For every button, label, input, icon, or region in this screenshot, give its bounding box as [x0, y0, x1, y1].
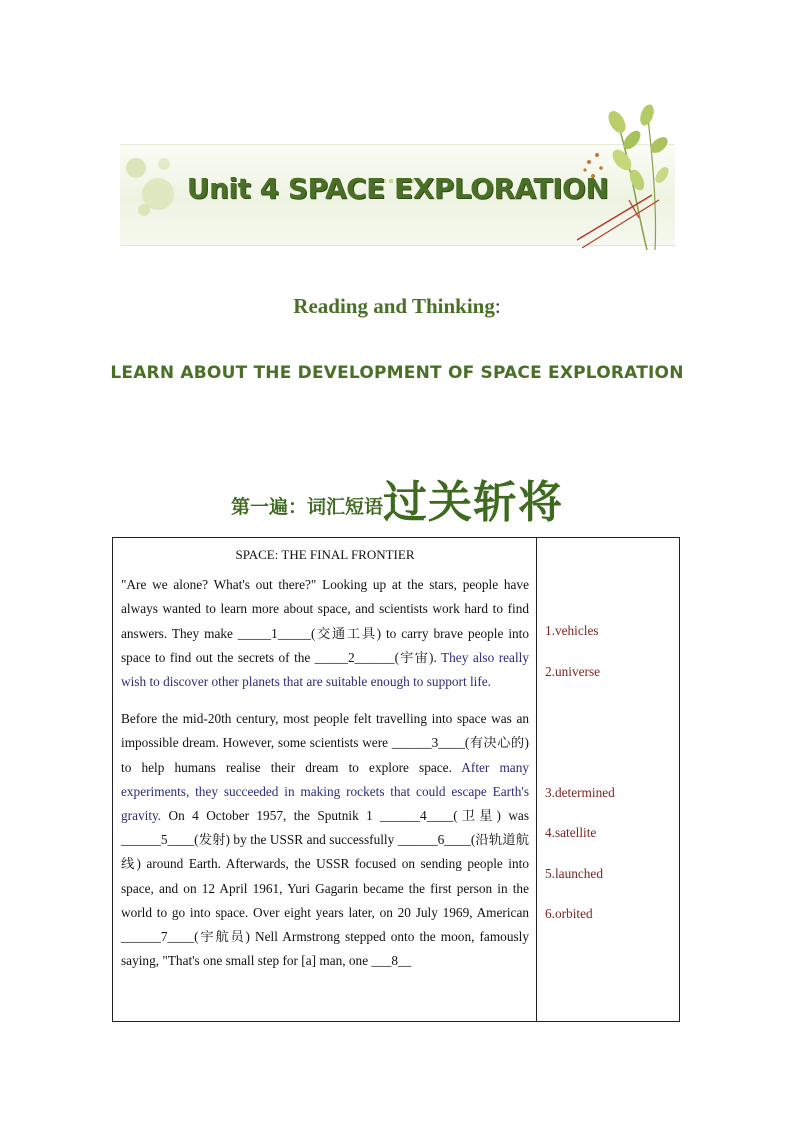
unit-banner	[120, 100, 675, 250]
exercise-table	[112, 537, 680, 1022]
answer-5: 5.launched	[545, 866, 603, 881]
answer-2: 2.universe	[545, 664, 601, 679]
p1-text: "Are we alone? What's out there?" Looking up at the stars, people have always wanted to learn more about space, and scientists work hard to find answers. They make _____1_____(交通工具) to carry brave people into space to find out the secrets of the _____2______(宇宙).	[121, 577, 529, 665]
reading-subtitle	[0, 294, 794, 319]
p1-highlight: They also really wish to discover other planets that are suitable enough to support life.	[121, 649, 529, 690]
decor-bubble	[158, 158, 170, 170]
p2-text: Before the mid-20th century, most people felt travelling into space was an impossible dream. However, some scientists were ______3____(有决心的) to help humans realise their dream to explore space.	[121, 711, 529, 775]
unit-title: Unit 4 SPACE EXPLORATION	[186, 172, 609, 205]
pass-title-small: 第一遍：词汇短语	[230, 496, 383, 518]
answer-3: 3.determined	[545, 785, 615, 800]
answer-6: 6.orbited	[545, 906, 593, 921]
decor-bubble	[138, 204, 150, 216]
p2-highlight: After many experiments, they succeeded in making rockets that could escape Earth's gravity.	[121, 759, 530, 824]
answer-4: 4.satellite	[545, 825, 597, 840]
passage-paragraph-2	[121, 707, 529, 973]
p2-text-cont: On 4 October 1957, the Sputnik 1 ______4____(卫星) was ______5____(发射) by the USSR and successfully ______6____(沿轨道航线) around Earth. Afterwards, the USSR focused on sending people into space, and on 12 April 1961, Yuri Gagarin became the first person in the world to go into space. Over eight years later, on 20 July 1969, American ______7____(宇航员) Nell Armstrong stepped onto the moon, famously saying, "That's one small step for [a] man, one ___8__	[121, 808, 529, 969]
section-title: LEARN ABOUT THE DEVELOPMENT OF SPACE EXPLORATION	[110, 363, 684, 383]
pass-title	[0, 466, 794, 530]
passage-paragraph-1	[121, 573, 529, 694]
pass-title-big: 过关斩将	[383, 477, 563, 528]
passage-heading: SPACE: THE FINAL FRONTIER	[235, 547, 415, 562]
answer-1: 1.vehicles	[545, 623, 599, 638]
subtitle-colon: :	[494, 294, 501, 318]
passage-column	[113, 538, 537, 1021]
answer-column	[537, 538, 679, 1021]
subtitle-text: Reading and Thinking	[293, 294, 495, 318]
